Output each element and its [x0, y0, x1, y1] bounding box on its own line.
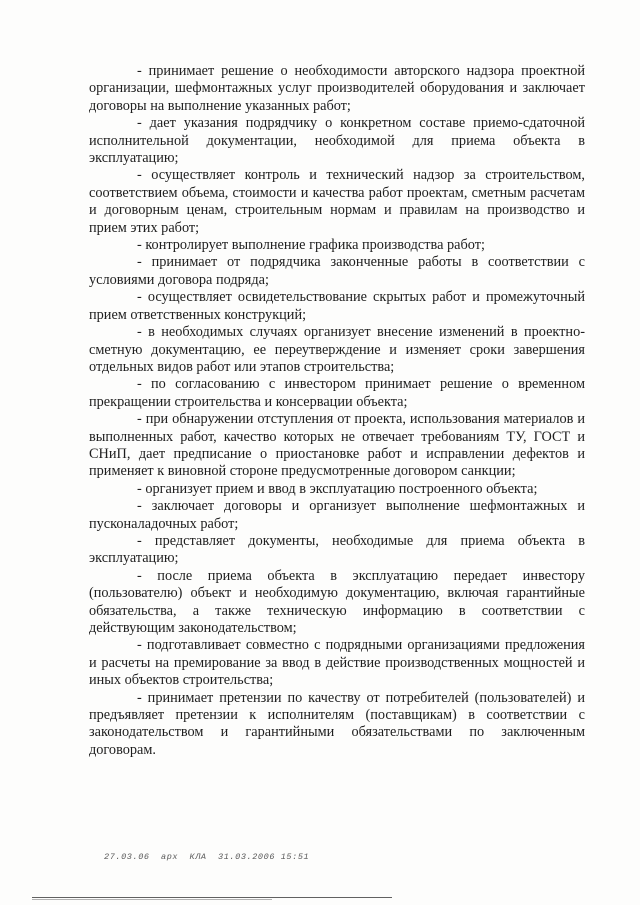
paragraph: - дает указания подрядчику о конкретном составе приемо-сдаточной исполнительной документации, необходимой для приема объекта в эксплуатацию; [89, 115, 585, 167]
paragraph: - организует прием и ввод в эксплуатацию построенного объекта; [137, 480, 538, 497]
scan-edge-line [32, 899, 272, 900]
paragraph: - принимает от подрядчика законченные работы в соответствии с условиями договора подряда; [89, 254, 585, 288]
paragraph: - контролирует выполнение графика производства работ; [137, 237, 485, 254]
paragraph: - при обнаружении отступления от проекта, использования материалов и выполненных работ, качество которых не отвечает требованиям ТУ, ГОСТ и СНиП, дает предписание о приостановке работ и исправлении дефектов и применяет к виновной стороне предусмотренные договором санкции; [89, 411, 585, 480]
paragraph: - после приема объекта в эксплуатацию передает инвестору (пользователю) объект и необходимую документацию, включая гарантийные обязательства, а также техническую информацию в соответствии с действующим законодательством; [89, 567, 585, 636]
document-footer-stamp: 27.03.06 арх КЛА 31.03.2006 15:51 [104, 852, 310, 862]
scan-edge-line [32, 897, 392, 898]
paragraph: - принимает решение о необходимости авторского надзора проектной организации, шефмонтажных услуг производителей оборудования и заключает договоры на выполнение указанных работ; [89, 63, 585, 114]
document-body [89, 63, 585, 759]
paragraph: - осуществляет освидетельствование скрытых работ и промежуточный прием ответственных конструкций; [89, 289, 585, 323]
paragraph: - представляет документы, необходимые для приема объекта в эксплуатацию; [89, 532, 585, 567]
paragraph: - по согласованию с инвестором принимает решение о временном прекращении строительства и консервации объекта; [89, 376, 585, 410]
paragraph: - заключает договоры и организует выполнение шефмонтажных и пусконаладочных работ; [89, 498, 585, 532]
paragraph: - принимает претензии по качеству от потребителей (пользователей) и предъявляет претензии к исполнителям (поставщикам) в соответствии с законодательством и гарантийными обязательствами по заключенным договорам. [89, 689, 585, 758]
paragraph: - осуществляет контроль и технический надзор за строительством, соответствием объема, стоимости и качества работ проектам, сметным расчетам и договорным ценам, строительным нормам и правилам на производство и прием этих работ; [89, 167, 585, 236]
paragraph: - в необходимых случаях организует внесение изменений в проектно-сметную документацию, ее переутверждение и изменяет сроки завершения отдельных видов работ или этапов строительства; [89, 324, 585, 375]
paragraph: - подготавливает совместно с подрядными организациями предложения и расчеты на премирование за ввод в действие производственных мощностей и иных объектов строительства; [89, 637, 585, 689]
